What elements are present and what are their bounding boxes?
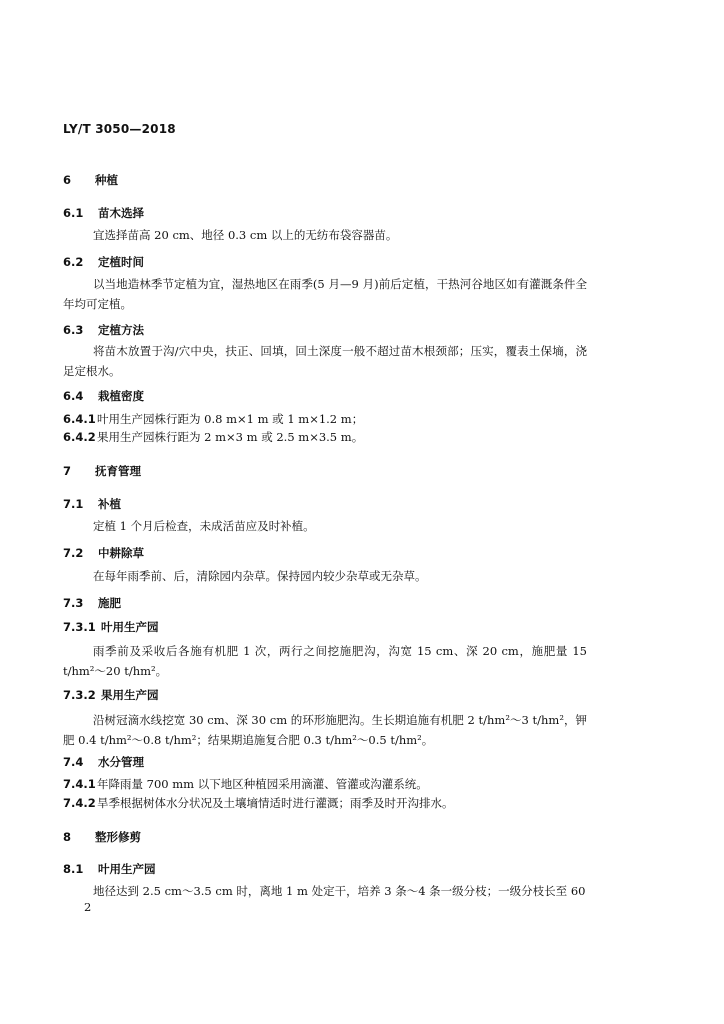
subsection-heading: [63, 861, 156, 877]
subsection-heading: [63, 254, 144, 270]
paragraph: 地径达到 2.5 cm～3.5 cm 时，离地 1 m 处定干，培养 3 条～4 条一级分枝；一级分枝长至 60: [93, 884, 586, 898]
item-number: 6.4.2: [63, 430, 96, 444]
subsubsection-title: 果用生产园: [101, 688, 159, 702]
paragraph: 宜选择苗高 20 cm、地径 0.3 cm 以上的无纺布袋容器苗。: [93, 228, 398, 242]
section-title: 整形修剪: [95, 830, 141, 844]
section-number: 8: [63, 830, 72, 844]
subsection-title: 定植方法: [98, 323, 144, 337]
subsubsection-number: 7.3.1: [63, 620, 96, 634]
item-text: 叶用生产园株行距为 0.8 m×1 m 或 1 m×1.2 m；: [97, 412, 364, 426]
subsection-number: 6.4: [63, 389, 84, 403]
paragraph: 在每年雨季前、后，清除园内杂草。保持园内较少杂草或无杂草。: [93, 569, 427, 583]
item-number: 7.4.2: [63, 796, 96, 810]
subsection-number: 7.1: [63, 497, 84, 511]
subsection-heading: [63, 322, 144, 338]
subsection-heading: [63, 496, 121, 512]
subsection-number: 7.4: [63, 755, 84, 769]
subsection-number: 7.2: [63, 546, 84, 560]
item-number: 7.4.1: [63, 777, 96, 791]
paragraph: 定植 1 个月后检查，未成活苗应及时补植。: [93, 519, 315, 533]
list-item: [63, 411, 363, 427]
paragraph: 以当地造林季节定植为宜，湿热地区在雨季(5 月—9 月)前后定植，干热河谷地区如有灌溉条件全年均可定植。: [63, 277, 587, 311]
paragraph: 雨季前及采收后各施有机肥 1 次，两行之间挖施肥沟，沟宽 15 cm、深 20 cm，施肥量 15 t/hm²～20 t/hm²。: [63, 644, 587, 678]
section-title: 抚育管理: [95, 464, 141, 478]
section-number: 7: [63, 464, 72, 478]
subsection-number: 6.2: [63, 255, 84, 269]
section-heading: [63, 829, 141, 845]
paragraph: 将苗木放置于沟/穴中央，扶正、回填，回土深度一般不超过苗木根颈部；压实，覆表土保墒，浇足定根水。: [63, 344, 587, 378]
subsection-heading: [63, 545, 144, 561]
subsubsection-title: 叶用生产园: [101, 620, 159, 634]
subsection-number: 7.3: [63, 596, 84, 610]
list-item: [63, 795, 454, 811]
subsection-title: 定植时间: [98, 255, 144, 269]
subsection-title: 栽植密度: [98, 389, 144, 403]
subsection-heading: [63, 754, 144, 770]
list-item: [63, 429, 363, 445]
section-title: 种植: [95, 173, 118, 187]
paragraph: 沿树冠滴水线挖宽 30 cm、深 30 cm 的环形施肥沟。生长期追施有机肥 2 t/hm²～3 t/hm²，钾肥 0.4 t/hm²～0.8 t/hm²；结果期追施复合肥 0.3 t/hm²～0.5 t/hm²。: [63, 713, 587, 747]
item-text: 果用生产园株行距为 2 m×3 m 或 2.5 m×3.5 m。: [97, 430, 364, 444]
subsection-title: 补植: [98, 497, 121, 511]
subsection-title: 苗木选择: [98, 206, 144, 220]
section-number: 6: [63, 173, 72, 187]
standard-code: LY/T 3050—2018: [63, 122, 176, 136]
subsection-heading: [63, 205, 144, 221]
list-item: [63, 776, 428, 792]
item-text: 年降雨量 700 mm 以下地区种植园采用滴灌、管灌或沟灌系统。: [97, 777, 428, 791]
subsection-title: 中耕除草: [98, 546, 144, 560]
page-number: 2: [84, 900, 92, 914]
subsection-heading: [63, 595, 121, 611]
subsection-heading: [63, 388, 144, 404]
section-heading: [63, 172, 118, 188]
subsection-title: 水分管理: [98, 755, 144, 769]
subsubsection-number: 7.3.2: [63, 688, 96, 702]
subsection-number: 6.1: [63, 206, 84, 220]
section-heading: [63, 463, 141, 479]
subsection-number: 6.3: [63, 323, 84, 337]
subsection-title: 施肥: [98, 596, 121, 610]
item-number: 6.4.1: [63, 412, 96, 426]
subsubsection-heading: [63, 619, 159, 635]
item-text: 旱季根据树体水分状况及土壤墒情适时进行灌溉；雨季及时开沟排水。: [97, 796, 454, 810]
subsection-number: 8.1: [63, 862, 84, 876]
subsubsection-heading: [63, 687, 159, 703]
subsection-title: 叶用生产园: [98, 862, 156, 876]
